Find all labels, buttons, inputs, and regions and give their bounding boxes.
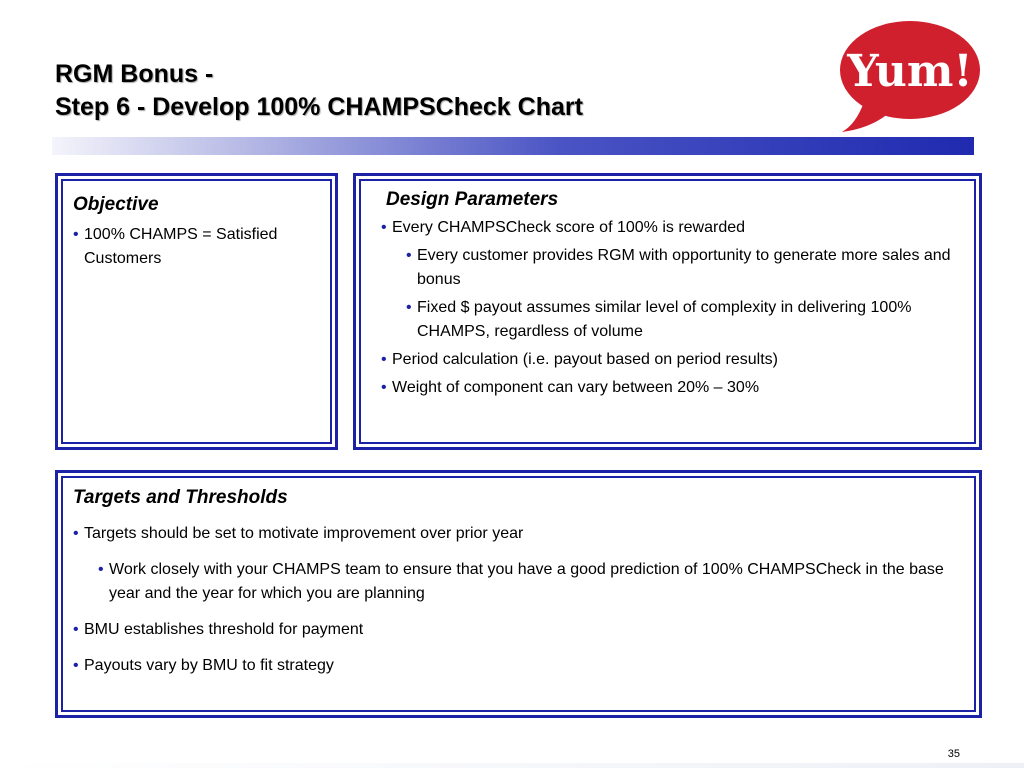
targets-bullet bbox=[73, 618, 965, 642]
targets-sub-bullet bbox=[98, 558, 965, 606]
design-bullet bbox=[381, 348, 965, 372]
objective-bullet bbox=[73, 223, 327, 271]
slide-title-line-2: Step 6 - Develop 100% CHAMPSCheck Chart bbox=[55, 93, 583, 121]
targets-sub-bullet-text: Work closely with your CHAMPS team to ensure that you have a good prediction of 100% CHAMPSCheck in the base year and the year for which you are planning bbox=[109, 561, 944, 602]
objective-heading: Objective bbox=[73, 194, 159, 215]
bullet-dot: • bbox=[406, 299, 412, 316]
bullet-dot: • bbox=[73, 525, 79, 542]
design-bullet bbox=[381, 376, 965, 400]
design-sub-bullet-text: Every customer provides RGM with opportunity to generate more sales and bonus bbox=[417, 247, 951, 288]
design-bullet-text: Every CHAMPSCheck score of 100% is rewarded bbox=[392, 219, 746, 236]
bullet-dot: • bbox=[381, 379, 387, 396]
targets-bullet-text: Payouts vary by BMU to fit strategy bbox=[84, 657, 334, 674]
targets-bullet bbox=[73, 522, 965, 546]
logo-text: Yum! bbox=[847, 46, 973, 97]
design-sub-bullet bbox=[406, 296, 965, 344]
page-number: 35 bbox=[947, 748, 960, 760]
bullet-dot: • bbox=[73, 657, 79, 674]
targets-thresholds-panel bbox=[55, 470, 982, 718]
targets-bullet-text: Targets should be set to motivate improvement over prior year bbox=[84, 525, 524, 542]
bullet-dot: • bbox=[73, 226, 79, 243]
design-bullet-text: Weight of component can vary between 20% – 30% bbox=[392, 379, 760, 396]
bullet-dot: • bbox=[73, 621, 79, 638]
yum-logo bbox=[834, 18, 980, 136]
design-bullet bbox=[381, 216, 965, 240]
design-parameters-heading: Design Parameters bbox=[386, 189, 559, 210]
bullet-dot: • bbox=[406, 247, 412, 264]
bullet-dot: • bbox=[98, 561, 104, 578]
objective-panel bbox=[55, 173, 338, 450]
targets-heading: Targets and Thresholds bbox=[73, 487, 288, 508]
design-parameters-panel bbox=[353, 173, 982, 450]
design-bullet-text: Period calculation (i.e. payout based on period results) bbox=[392, 351, 778, 368]
objective-bullet-text: 100% CHAMPS = Satisfied Customers bbox=[84, 226, 278, 267]
design-sub-bullet-text: Fixed $ payout assumes similar level of complexity in delivering 100% CHAMPS, regardless of volume bbox=[417, 299, 912, 340]
design-sub-bullet bbox=[406, 244, 965, 292]
targets-bullet-text: BMU establishes threshold for payment bbox=[84, 621, 364, 638]
title-underline-bar bbox=[52, 137, 974, 155]
slide-title bbox=[55, 58, 583, 124]
slide-title-line-1: RGM Bonus - bbox=[55, 60, 214, 88]
bullet-dot: • bbox=[381, 351, 387, 368]
bullet-dot: • bbox=[381, 219, 387, 236]
targets-bullet bbox=[73, 654, 965, 678]
bottom-strip bbox=[0, 763, 1024, 768]
